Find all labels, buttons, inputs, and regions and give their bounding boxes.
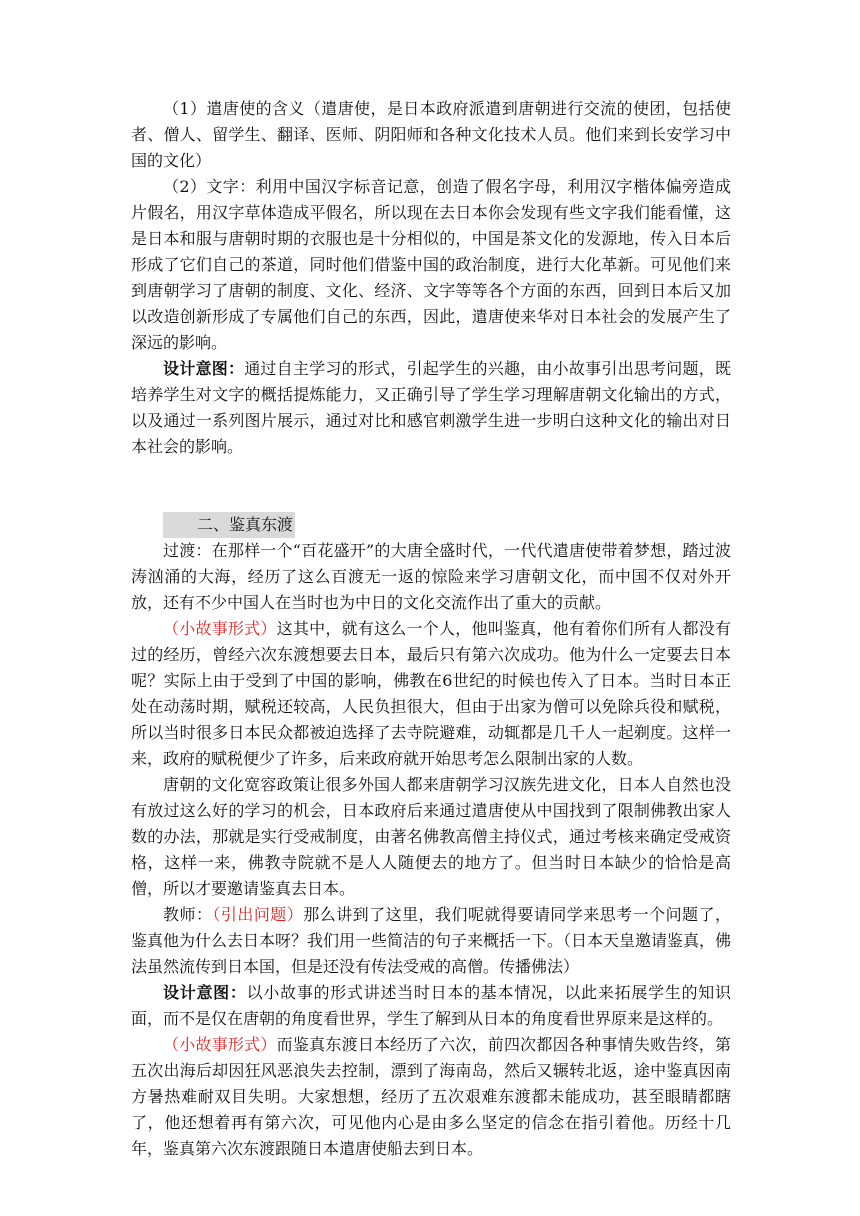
- section-heading-row: [131, 512, 731, 538]
- paragraph-design-intent-2: [131, 980, 731, 1032]
- paragraph-writing: （2）文字：利用中国汉字标音记意，创造了假名字母，利用汉字楷体偏旁造成片假名，用汉字草体造成平假名，所以现在去日本你会发现有些文字我们能看懂，这是日本和服与唐朝时期的衣服也是十分相似的，中国是茶文化的发源地，传入日本后形成了它们自己的茶道，同时他们借鉴中国的政治制度，进行大化革新。可见他们来到唐朝学习了唐朝的制度、文化、经济、文字等等各个方面的东西，回到日本后又加以改造创新形成了专属他们自己的东西，因此，遣唐使来华对日本社会的发展产生了深远的影响。: [131, 177, 731, 352]
- paragraph-tang-policy: 唐朝的文化宽容政策让很多外国人都来唐朝学习汉族先进文化，日本人自然也没有放过这么好的学习的机会，日本政府后来通过遣唐使从中国找到了限制佛教出家人数的办法，那就是实行受戒制度，由著名佛教高僧主持仪式，通过考核来确定受戒资格，这样一来，佛教寺院就不是人人随便去的地方了。但当时日本缺少的恰恰是高僧，所以才要邀请鉴真去日本。: [131, 775, 731, 898]
- design-intent-text: 以小故事的形式讲述当时日本的基本情况，以此来拓展学生的知识面，而不是仅在唐朝的角度看世界，学生了解到从日本的角度看世界原来是这样的。: [131, 983, 731, 1028]
- design-intent-label: 设计意图：: [163, 983, 247, 1002]
- paragraph-story-2: [131, 1032, 731, 1162]
- paragraph-envoy-meaning: （1）遣唐使的含义（遣唐使，是日本政府派遣到唐朝进行交流的使团，包括使者、僧人、留学生、翻译、医师、阴阳师和各种文化技术人员。他们来到长安学习中国的文化）: [131, 99, 731, 170]
- design-intent-label: 设计意图：: [163, 359, 245, 378]
- story-form-tag: （小故事形式）: [163, 1035, 277, 1054]
- document-body: [131, 96, 731, 1162]
- story-text: 而鉴真东渡日本经历了六次，前四次都因各种事情失败告终，第五次出海后却因狂风恶浪失去控制，漂到了海南岛，然后又辗转北返，途中鉴真因南方暑热难耐双目失明。大家想想，经历了五次艰难东渡都未能成功，甚至眼睛都瞎了，他还想着再有第六次，可见他内心是由多么坚定的信念在指引着他。历经十几年，鉴真第六次东渡跟随日本遣唐使船去到日本。: [131, 1035, 731, 1158]
- teacher-prefix: 教师：: [163, 905, 213, 924]
- section-heading: 二、鉴真东渡: [163, 512, 295, 538]
- paragraph-transition: 过渡：在那样一个“百花盛开”的大唐全盛时代，一代代遣唐使带着梦想，踏过波涛汹涌的大海，经历了这么百渡无一返的惊险来学习唐朝文化，而中国不仅对外开放，还有不少中国人在当时也为中日的文化交流作出了重大的贡献。: [131, 541, 731, 612]
- design-intent-text: 通过自主学习的形式，引起学生的兴趣，由小故事引出思考问题，既培养学生对文字的概括提炼能力，又正确引导了学生学习理解唐朝文化输出的方式，以及通过一系列图片展示，通过对比和感官刺激学生进一步明白这种文化的输出对日本社会的影响。: [131, 359, 731, 456]
- paragraph-design-intent-1: [131, 356, 731, 460]
- story-form-tag: （小故事形式）: [163, 619, 277, 638]
- paragraph-teacher-question: [131, 902, 731, 980]
- teacher-text: 那么讲到了这里，我们呢就得要请同学来思考一个问题了，鉴真他为什么去日本呀？我们用一些简洁的句子来概括一下。（日本天皇邀请鉴真，佛法虽然流传到日本国，但是还没有传法受戒的高僧。传播佛法）: [131, 905, 732, 976]
- paragraph-story-1: [131, 616, 731, 772]
- spacer: [131, 486, 731, 512]
- story-text: 这其中，就有这么一个人，他叫鉴真，他有着你们所有人都没有过的经历，曾经六次东渡想要去日本，最后只有第六次成功。他为什么一定要去日本呢？实际上由于受到了中国的影响，佛教在6世纪的时候也传入了日本。当时日本正处在动荡时期，赋税还较高，人民负担很大，但由于出家为僧可以免除兵役和赋税，所以当时很多日本民众都被迫选择了去寺院避难，动辄都是几千人一起剃度。这样一来，政府的赋税便少了许多，后来政府就开始思考怎么限制出家的人数。: [131, 619, 731, 768]
- question-tag: （引出问题）: [212, 905, 304, 924]
- spacer: [131, 460, 731, 486]
